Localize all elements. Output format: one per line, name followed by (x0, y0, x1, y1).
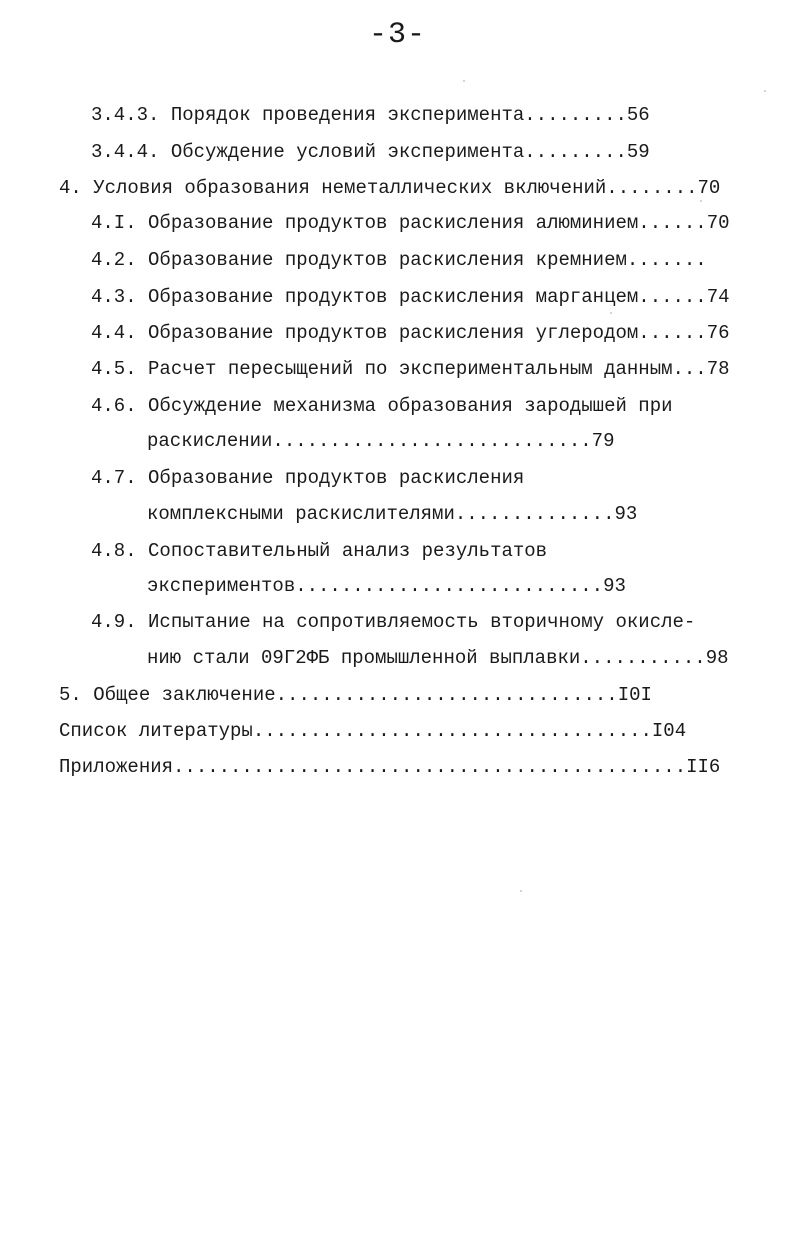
toc-entry-4-9: 4.9. Испытание на сопротивляемость вторичному окисле- (91, 611, 696, 633)
page-number: -3- (368, 18, 426, 52)
toc-entry-appendices: Приложения.............................................II6 (59, 756, 721, 778)
toc-entry-3-4-3: 3.4.3. Порядок проведения эксперимента.........56 (91, 104, 650, 126)
toc-entry-4-1: 4.I. Образование продуктов раскисления алюминием......70 (91, 212, 730, 234)
toc-entry-4-2: 4.2. Образование продуктов раскисления кремнием....... (91, 249, 707, 271)
toc-entry-4-9-continuation: нию стали 09Г2ФБ промышленной выплавки...........98 (147, 647, 729, 669)
toc-entry-4-4: 4.4. Образование продуктов раскисления углеродом......76 (91, 322, 730, 344)
toc-entry-4: 4. Условия образования неметаллических включений........70 (59, 177, 721, 199)
toc-entry-4-8-continuation: экспериментов...........................93 (147, 575, 626, 597)
scan-speck (700, 200, 702, 202)
toc-entry-4-5: 4.5. Расчет пересыщений по экспериментальным данным...78 (91, 358, 730, 380)
toc-entry-5: 5. Общее заключение..............................I0I (59, 684, 652, 706)
scan-speck (764, 90, 766, 92)
toc-entry-4-6: 4.6. Обсуждение механизма образования зародышей при (91, 395, 673, 417)
scan-speck (463, 80, 465, 82)
scan-speck (520, 890, 522, 892)
toc-entry-4-7-continuation: комплексными раскислителями..............93 (147, 503, 638, 525)
toc-entry-4-6-continuation: раскислении............................79 (147, 430, 615, 452)
toc-entry-references: Список литературы...................................I04 (59, 720, 687, 742)
toc-entry-4-7: 4.7. Образование продуктов раскисления (91, 467, 525, 489)
toc-entry-4-8: 4.8. Сопоставительный анализ результатов (91, 540, 548, 562)
scan-speck (610, 312, 612, 314)
toc-entry-4-3: 4.3. Образование продуктов раскисления марганцем......74 (91, 286, 730, 308)
toc-entry-3-4-4: 3.4.4. Обсуждение условий эксперимента.........59 (91, 141, 650, 163)
